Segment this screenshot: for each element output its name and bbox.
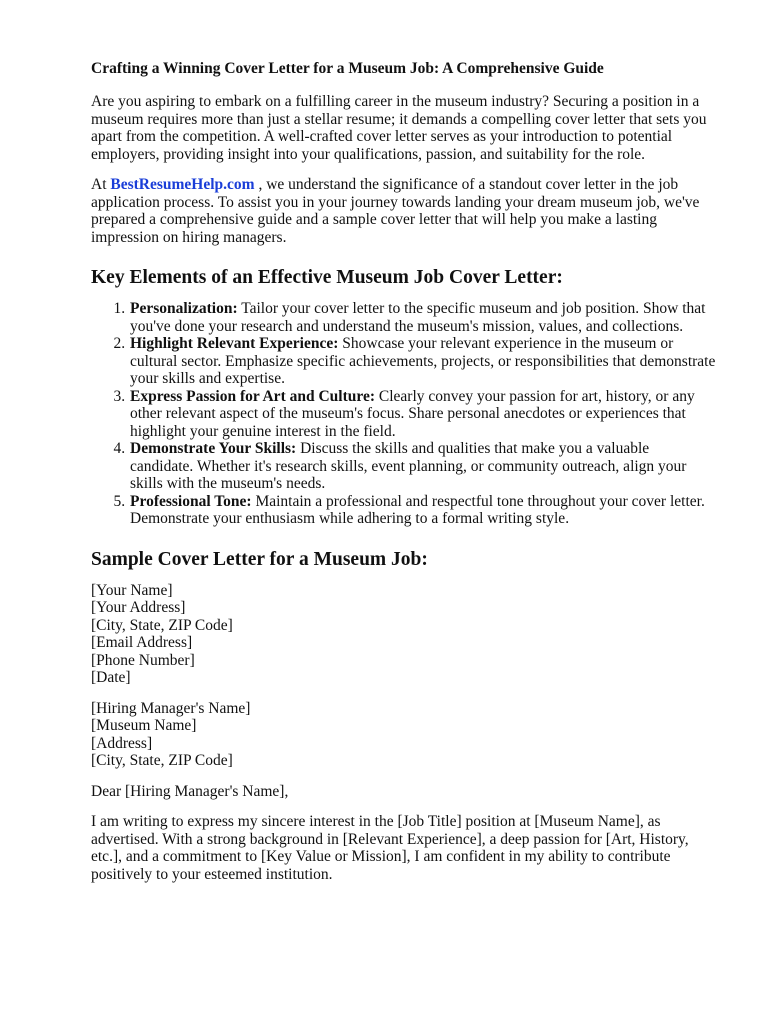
sender-city-state-zip: [City, State, ZIP Code] [91, 616, 233, 634]
salutation: Dear [Hiring Manager's Name], [91, 782, 289, 800]
key-element-item [129, 300, 716, 335]
key-element-label: Professional Tone: [130, 492, 252, 510]
sender-name: [Your Name] [91, 581, 173, 599]
key-element-text: Clearly convey your passion for art, history, or any other relevant aspect of the museum's focus. Share personal anecdotes or experiences that highlight your genuine interest in the field. [130, 387, 695, 440]
document-title: Crafting a Winning Cover Letter for a Museum Job: A Comprehensive Guide [91, 60, 604, 77]
intro-paragraph: Are you aspiring to embark on a fulfilling career in the museum industry? Securing a position in a museum requires more than just a stellar resume; it demands a compelling cover letter that sets you apart from the competition. A well-crafted cover letter serves as your introduction to potential employers, providing insight into your qualifications, passion, and suitability for the role. [91, 93, 707, 163]
key-element-label: Express Passion for Art and Culture: [130, 387, 376, 405]
promo-prefix: At [91, 176, 111, 193]
promo-text: , we understand the significance of a standout cover letter in the job application process. To assist you in your journey towards landing your dream museum job, we've prepared a comprehensive guide and a sample cover letter that will help you make a lasting impression on hiring managers. [91, 176, 700, 246]
recipient-address: [Address] [91, 734, 153, 752]
promo-paragraph [91, 176, 716, 246]
key-element-item [129, 335, 716, 388]
sender-phone: [Phone Number] [91, 651, 195, 669]
key-element-label: Personalization: [130, 300, 238, 317]
key-element-item [129, 388, 716, 441]
key-elements-heading: Key Elements of an Effective Museum Job Cover Letter: [91, 267, 563, 288]
bestresumehelp-link[interactable]: BestResumeHelp.com [110, 176, 255, 193]
letter-body-paragraph: I am writing to express my sincere interest in the [Job Title] position at [Museum Name], as advertised. With a strong background in [Relevant Experience], a deep passion for [Art, History, etc.], and a commitment to [Key Value or Mission], I am confident in my ability to contribute positively to your esteemed institution. [91, 813, 689, 883]
key-element-label: Demonstrate Your Skills: [130, 440, 297, 457]
sender-email: [Email Address] [91, 634, 193, 651]
key-element-item [129, 440, 716, 493]
key-element-text: Tailor your cover letter to the specific museum and job position. Show that you've done your research and understand the museum's mission, values, and collections. [130, 300, 706, 335]
recipient-address-block [91, 700, 716, 770]
key-element-text: Maintain a professional and respectful tone throughout your cover letter. Demonstrate your enthusiasm while adhering to a formal writing style. [130, 492, 705, 527]
recipient-city-state-zip: [City, State, ZIP Code] [91, 752, 233, 769]
sender-address: [Your Address] [91, 599, 186, 616]
key-element-text: Discuss the skills and qualities that make you a valuable candidate. Whether it's research skills, event planning, or community outreach, align your skills with the museum's needs. [130, 440, 687, 492]
sender-address-block [91, 582, 716, 687]
key-element-item [129, 493, 716, 528]
recipient-name: [Hiring Manager's Name] [91, 699, 251, 717]
letter-date: [Date] [91, 669, 131, 686]
recipient-museum: [Museum Name] [91, 717, 197, 734]
key-element-text: Showcase your relevant experience in the museum or cultural sector. Emphasize specific achievements, projects, or responsibilities that demonstrate your skills and expertise. [130, 335, 716, 387]
key-elements-list [91, 300, 716, 528]
sample-letter-heading: Sample Cover Letter for a Museum Job: [91, 548, 428, 570]
key-element-label: Highlight Relevant Experience: [130, 335, 339, 352]
